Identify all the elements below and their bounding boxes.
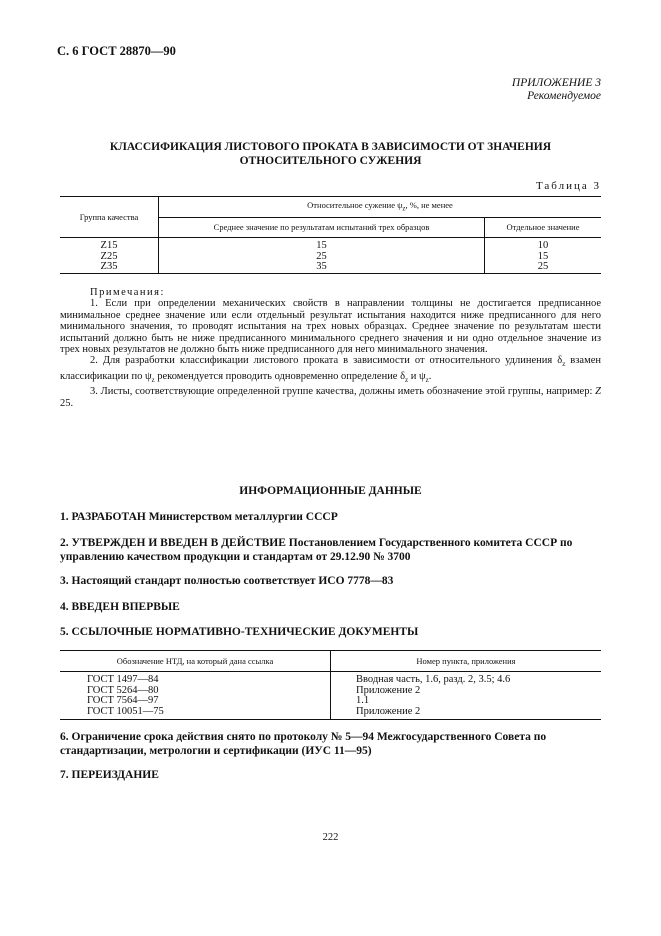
page-number: 222 [322, 832, 339, 843]
cell-group: Z35 [60, 262, 159, 273]
section-title-line-1: КЛАССИФИКАЦИЯ ЛИСТОВОГО ПРОКАТА В ЗАВИСИМОСТИ ОТ ЗНАЧЕНИЯ [109, 141, 552, 153]
cell-avg: 25 [159, 252, 485, 263]
table-row [60, 696, 601, 707]
section-title [60, 140, 601, 168]
col-header-group: Группа качества [60, 197, 159, 238]
table-row [60, 262, 601, 273]
ref-col-item: Номер пункта, приложения [331, 651, 602, 672]
col-header-main-suffix: , %, не менее [405, 200, 453, 211]
cell-avg: 35 [159, 262, 485, 273]
table-row [60, 672, 601, 686]
cell-group: Z25 [100, 250, 118, 262]
note-2-sub: z [151, 376, 155, 385]
info-item-7: 7. ПЕРЕИЗДАНИЕ [60, 769, 159, 781]
info-item-6: 6. Ограничение срока действия снято по протоколу № 5—94 Межгосударственного Совета по стандартизации, метрологии и сертификации (ИУС 11—95) [60, 731, 547, 757]
col-header-main-text: Относительное сужение ψ [307, 200, 403, 211]
section-title-line-2: ОТНОСИТЕЛЬНОГО СУЖЕНИЯ [239, 155, 422, 167]
appendix-label: ПРИЛОЖЕНИЕ 3 [511, 77, 601, 89]
notes-heading: Примечания: [90, 287, 165, 298]
ref-item: Приложение 2 [331, 707, 602, 720]
info-item-5: 5. ССЫЛОЧНЫЕ НОРМАТИВНО-ТЕХНИЧЕСКИЕ ДОКУМЕНТЫ [60, 626, 419, 638]
col-header-main [159, 197, 602, 218]
ref-item: Приложение 2 [331, 686, 602, 697]
note-1: 1. Если при определении механических свойств в направлении толщины не достигается предписанное минимальное среднее значение или если отдельный результат испытания находится ниже предписанного для него минимального значения, то проводят испытания на трех новых образцах. Среднее значение по результатам шести испытаний должно быть не ниже предписанного минимального среднего значения и ни одно отдельное значение из трех новых результатов не должно быть ниже предписанного для него минимального значения. [60, 298, 601, 356]
note-3 [60, 386, 601, 409]
info-item-1: 1. РАЗРАБОТАН Министерством металлургии СССР [60, 511, 338, 523]
note-2-text: взамен классификации по ψ [60, 355, 601, 382]
note-3-text: 25. [60, 397, 74, 409]
table-row [60, 252, 601, 263]
col-header-main-sub: z [402, 205, 406, 214]
info-title: ИНФОРМАЦИОННЫЕ ДАННЫЕ [239, 485, 422, 497]
cell-group: Z15 [100, 240, 118, 251]
table-row [60, 707, 601, 720]
ref-doc: ГОСТ 7564—97 [87, 695, 159, 706]
table-row [60, 238, 601, 252]
note-2-sub: z [425, 376, 429, 385]
note-2-text: 2. Для разработки классификации листового проката в зависимости от относительного удлинения δ [90, 355, 563, 367]
quality-table [60, 196, 601, 274]
note-3-group: Z [595, 386, 601, 398]
col-header-single: Отдельное значение [485, 217, 602, 238]
cell-single: 25 [485, 262, 602, 273]
cell-single: 10 [485, 238, 602, 252]
cell-single: 15 [485, 252, 602, 263]
table-label: Таблица 3 [535, 180, 601, 192]
note-2-sub: z [405, 376, 409, 385]
appendix-block [512, 77, 601, 103]
appendix-status: Рекомендуемое [527, 90, 601, 102]
col-header-avg: Среднее значение по результатам испытаний трех образцов [159, 217, 485, 238]
ref-col-doc: Обозначение НТД, на который дана ссылка [60, 651, 331, 672]
ref-doc: ГОСТ 5264—80 [87, 684, 159, 696]
ref-item: 1.1 [331, 696, 602, 707]
note-3-text: 3. Листы, соответствующие определенной группе качества, должны иметь обозначение этой группы, например: [90, 386, 596, 398]
note-2-text: и ψ [408, 370, 426, 382]
note-2-text: . [428, 370, 432, 382]
info-item-3: 3. Настоящий стандарт полностью соответствует ИСО 7778—83 [60, 575, 394, 587]
reference-table [60, 650, 601, 720]
page-header-ref: С. 6 ГОСТ 28870—90 [57, 44, 176, 58]
cell-avg: 15 [159, 238, 485, 252]
note-2-sub: z [562, 360, 566, 369]
note-2-text: рекомендуется проводить одновременно определение δ [154, 370, 406, 382]
ref-doc: ГОСТ 10051—75 [60, 707, 331, 720]
info-item-4: 4. ВВЕДЕН ВПЕРВЫЕ [60, 601, 180, 613]
note-2 [60, 355, 601, 386]
info-item-2: 2. УТВЕРЖДЕН И ВВЕДЕН В ДЕЙСТВИЕ Постановлением Государственного комитета СССР по управлению качеством продукции и стандартам от 29.12.90 № 3700 [60, 537, 573, 563]
ref-item: Вводная часть, 1.6, разд. 2, 3.5; 4.6 [331, 672, 602, 686]
notes [60, 287, 601, 409]
ref-doc: ГОСТ 1497—84 [87, 674, 159, 685]
